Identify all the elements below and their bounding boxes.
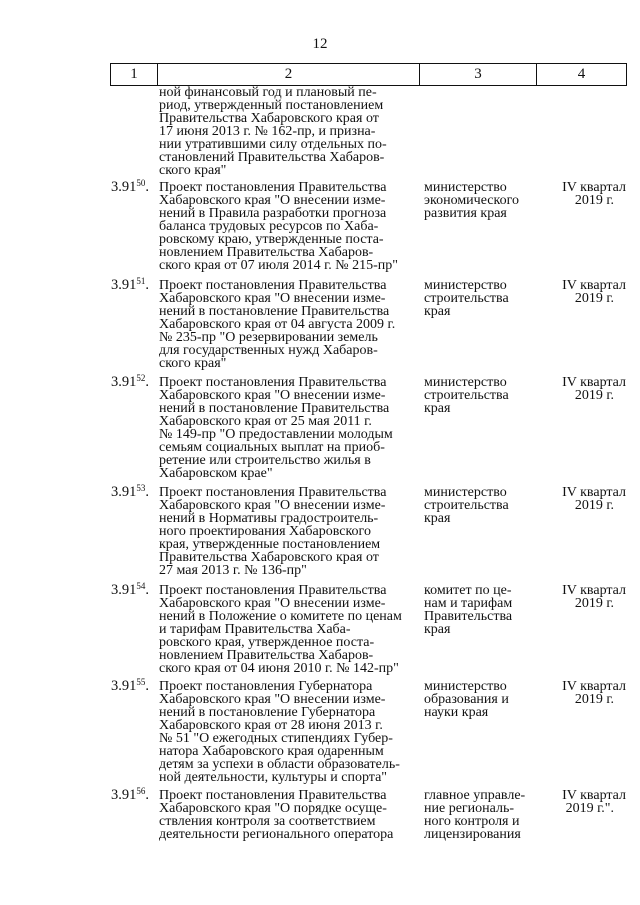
text-line: Правительства: [424, 609, 513, 624]
text-line: края: [424, 401, 451, 416]
text-line: строительства: [424, 291, 509, 306]
text-line: лицензирования: [424, 827, 521, 842]
text-line: новлением Правительства Хабаров-: [159, 245, 374, 260]
item-number-superscript: 51: [136, 276, 146, 286]
text-line: нений в постановление Правительства: [159, 401, 390, 416]
column-header-3: 3: [420, 64, 537, 85]
text-line: Проект постановления Губернатора: [159, 679, 373, 694]
text-line: 27 мая 2013 г. № 136-пр": [159, 563, 307, 578]
text-line: ной деятельности, культуры и спорта": [159, 770, 388, 785]
item-number: 3.91$^{52}$.: [111, 373, 149, 390]
text-line: Проект постановления Правительства: [159, 788, 387, 803]
item-number: 3.91$^{54}$.: [111, 581, 149, 598]
text-line: Хабаровского края "О внесении изме-: [159, 291, 386, 306]
text-line: IV квартал: [562, 583, 626, 598]
text-line: 2019 г.: [574, 291, 614, 306]
text-line: № 235-пр "О резервировании земель: [159, 330, 378, 345]
page-number: 12: [312, 36, 328, 52]
text-line: нии утратившими силу отдельных по-: [159, 137, 387, 152]
text-line: становлений Правительства Хабаров-: [159, 150, 385, 165]
text-line: № 51 "О ежегодных стипендиях Губер-: [159, 731, 393, 746]
text-line: баланса трудовых ресурсов по Хаба-: [159, 219, 379, 234]
text-line: Хабаровского края "О внесении изме-: [159, 193, 386, 208]
text-line: и тарифам Правительства Хаба-: [159, 622, 351, 637]
text-line: 2019 г.: [574, 193, 614, 208]
text-line: № 149-пр "О предоставлении молодым: [159, 427, 393, 442]
item-number: 3.91$^{56}$.: [111, 786, 149, 803]
responsible-body: [424, 680, 542, 719]
item-number-superscript: 50: [136, 178, 146, 188]
text-line: нений в Правила разработки прогноза: [159, 206, 387, 221]
text-line: новлением Правительства Хабаров-: [159, 648, 374, 663]
text-line: образования и: [424, 692, 509, 707]
text-line: IV квартал: [562, 485, 626, 500]
text-line: министерство: [424, 679, 507, 694]
deadline: [536, 279, 626, 305]
text-line: семьям социальных выплат на приоб-: [159, 440, 385, 455]
text-line: ретение или строительство жилья в: [159, 453, 371, 468]
column-header-4: 4: [577, 66, 586, 82]
deadline: [536, 584, 626, 610]
text-line: края, утвержденные постановлением: [159, 537, 381, 552]
text-line: ной финансовый год и плановый пе-: [159, 85, 377, 100]
text-line: ного проектирования Хабаровского: [159, 524, 371, 539]
text-line: Правительства Хабаровского края от: [159, 111, 379, 126]
text-line: нений в постановление Губернатора: [159, 705, 376, 720]
item-description: [159, 376, 429, 480]
item-number-superscript: 54: [136, 581, 146, 591]
item-description: [159, 584, 429, 675]
text-line: края: [424, 304, 451, 319]
item-number-superscript: 53: [136, 483, 146, 493]
text-line: Проект постановления Правительства: [159, 583, 387, 598]
text-line: для государственных нужд Хабаров-: [159, 343, 378, 358]
column-header-1: 1: [111, 64, 158, 85]
deadline: [536, 789, 626, 815]
text-line: IV квартал: [562, 679, 626, 694]
deadline: [536, 376, 626, 402]
responsible-body: [424, 486, 542, 525]
text-line: нений в Нормативы градостроитель-: [159, 511, 379, 526]
text-line: Хабаровском крае": [159, 466, 273, 481]
item-number-superscript: 52: [136, 373, 146, 383]
text-line: Хабаровского края "О внесении изме-: [159, 388, 386, 403]
item-description: [159, 181, 429, 272]
table-header: [110, 63, 627, 86]
item-number-superscript: 55: [136, 677, 146, 687]
text-line: ского края": [159, 356, 227, 371]
deadline: [536, 680, 626, 706]
text-line: министерство: [424, 375, 507, 390]
item-number-superscript: 56: [136, 786, 146, 796]
text-line: края: [424, 511, 451, 526]
text-line: ского края от 07 июля 2014 г. № 215-пр": [159, 258, 399, 273]
text-line: науки края: [424, 705, 489, 720]
responsible-body: [424, 376, 542, 415]
text-line: Хабаровского края от 25 мая 2011 г.: [159, 414, 372, 429]
text-line: ровскому краю, утвержденные поста-: [159, 232, 384, 247]
text-line: министерство: [424, 180, 507, 195]
text-line: 2019 г.: [574, 596, 614, 611]
item-number: 3.91$^{53}$.: [111, 483, 149, 500]
text-line: главное управле-: [424, 788, 526, 803]
text-line: риод, утвержденный постановлением: [159, 98, 384, 113]
deadline: [536, 181, 626, 207]
text-line: ского края от 04 июня 2010 г. № 142-пр": [159, 661, 399, 676]
text-line: комитет по це-: [424, 583, 512, 598]
text-line: Хабаровского края от 04 августа 2009 г.: [159, 317, 396, 332]
text-line: края: [424, 622, 451, 637]
text-line: Хабаровского края "О внесении изме-: [159, 596, 386, 611]
deadline: [536, 486, 626, 512]
responsible-body: [424, 789, 542, 841]
text-line: IV квартал: [562, 180, 626, 195]
text-line: развития края: [424, 206, 507, 221]
item-number: 3.91$^{51}$.: [111, 276, 149, 293]
text-line: IV квартал: [562, 278, 626, 293]
text-line: ного контроля и: [424, 814, 520, 829]
item-number: 3.91$^{55}$.: [111, 677, 149, 694]
text-line: Проект постановления Правительства: [159, 278, 387, 293]
text-line: IV квартал: [562, 788, 626, 803]
text-line: ровского края, утвержденное поста-: [159, 635, 375, 650]
text-line: Проект постановления Правительства: [159, 180, 387, 195]
text-line: министерство: [424, 278, 507, 293]
text-line: Правительства Хабаровского края от: [159, 550, 379, 565]
continuation-text: [159, 86, 429, 177]
column-header-2: 2: [158, 64, 420, 85]
responsible-body: [424, 584, 542, 636]
text-line: нений в постановление Правительства: [159, 304, 390, 319]
text-line: Хабаровского края "О внесении изме-: [159, 498, 386, 513]
text-line: ствления контроля за соответствием: [159, 814, 376, 829]
text-line: ние региональ-: [424, 801, 515, 816]
text-line: экономического: [424, 193, 519, 208]
text-line: Хабаровского края "О порядке осуще-: [159, 801, 387, 816]
text-line: Проект постановления Правительства: [159, 485, 387, 500]
responsible-body: [424, 279, 542, 318]
text-line: IV квартал: [562, 375, 626, 390]
text-line: натора Хабаровского края одаренным: [159, 744, 384, 759]
item-description: [159, 789, 429, 841]
text-line: нений в Положение о комитете по ценам: [159, 609, 402, 624]
item-number: 3.91$^{50}$.: [111, 178, 149, 195]
text-line: 2019 г.: [574, 388, 614, 403]
responsible-body: [424, 181, 542, 220]
text-line: Хабаровского края от 28 июня 2013 г.: [159, 718, 383, 733]
text-line: нам и тарифам: [424, 596, 513, 611]
text-line: Проект постановления Правительства: [159, 375, 387, 390]
text-line: 2019 г.: [574, 498, 614, 513]
item-description: [159, 279, 429, 370]
text-line: деятельности регионального оператора: [159, 827, 394, 842]
text-line: строительства: [424, 498, 509, 513]
text-line: 2019 г.: [574, 692, 614, 707]
text-line: Хабаровского края "О внесении изме-: [159, 692, 386, 707]
text-line: детям за успехи в области образователь-: [159, 757, 400, 772]
text-line: ского края": [159, 163, 227, 178]
text-line: 17 июня 2013 г. № 162-пр, и призна-: [159, 124, 376, 139]
text-line: министерство: [424, 485, 507, 500]
item-description: [159, 486, 429, 577]
item-description: [159, 680, 429, 784]
text-line: строительства: [424, 388, 509, 403]
text-line: 2019 г.".: [565, 801, 614, 816]
